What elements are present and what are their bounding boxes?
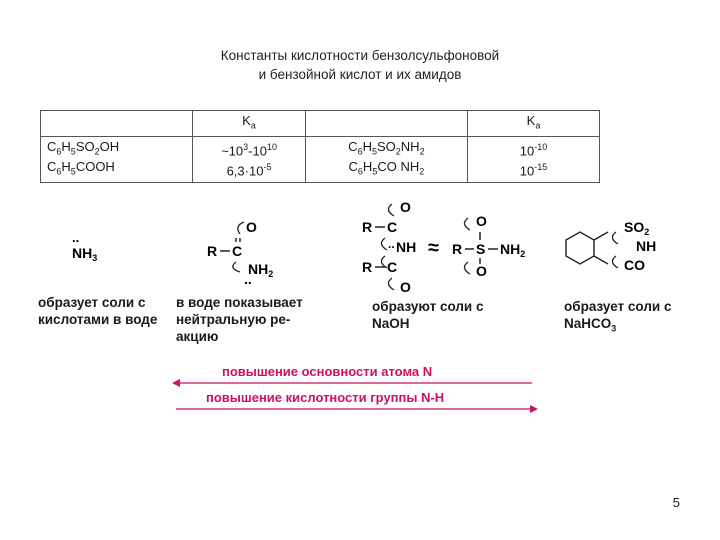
sulfonamide-lone-pair: .. xyxy=(388,237,395,251)
sulfonamide-o-top: O xyxy=(400,199,411,215)
note-sulfonamide-reagent: NaOH xyxy=(372,316,410,331)
sulfonamide-nh: NH xyxy=(396,239,417,255)
note-sulfonamide xyxy=(372,298,512,332)
acidity-label: повышение кислотности группы N-H xyxy=(206,390,445,405)
title-line-1: Константы кислотности бензолсульфоновой xyxy=(220,48,500,63)
acid-ka-benzenesulfonic: $\sim 10^3-10^{10}$ xyxy=(221,141,277,158)
basicity-label: повышение основности атома N xyxy=(222,364,433,379)
sulfonamide-right-o-bottom: O xyxy=(476,263,487,279)
benzamide-o: O xyxy=(246,219,257,235)
title-line-2: и бензойной кислот и их амидов xyxy=(258,67,462,82)
table-header-ka-2: $K_a$ xyxy=(467,111,599,137)
acid-formula-benzenesulfonic: $C_6H_5SO_2OH$ xyxy=(47,138,120,157)
saccharin-structure xyxy=(566,219,656,273)
amide-formula-benzamide: $C_6H_5CO$ $NH_2$ xyxy=(348,159,425,177)
note-benzamide: в воде показывает нейтральную ре- акцию xyxy=(176,295,303,344)
saccharin-nh: NH xyxy=(636,238,657,254)
sulfonamide-o-bottom: O xyxy=(400,279,411,295)
page-number: 5 xyxy=(672,495,680,510)
sulfonamide-c1: C xyxy=(387,219,398,235)
benzamide-nh2: $NH_2$ xyxy=(248,261,274,279)
ammonia-structure xyxy=(72,230,97,263)
amide-ka-sulfonamide: $10^{-10}$ xyxy=(519,141,548,158)
acid-formula-benzoic: $C_6H_5COOH$ xyxy=(47,159,115,177)
ammonia-formula: $NH_3$ xyxy=(72,245,98,263)
note-saccharin-reagent: NaHCO$_3$ xyxy=(564,316,617,334)
sulfonamide-right-r: R xyxy=(452,241,463,257)
note-ammonia: образует соли с кислотами в воде xyxy=(38,295,158,327)
amide-ka-benzamide: $10^{-15}$ xyxy=(519,161,548,179)
sulfonamide-right-nh2: $NH_2$ xyxy=(500,241,526,259)
sulfonamide-right-o-top: O xyxy=(476,213,487,229)
benzamide-lone-pair: .. xyxy=(244,271,252,287)
table-header-ka-1: $K_a$ xyxy=(193,111,306,137)
benzamide-r: R xyxy=(207,243,218,259)
amide-formula-sulfonamide: $C_6H_5SO_2NH_2$ xyxy=(348,138,425,157)
acidity-arrowhead xyxy=(530,405,538,413)
benzamide-structure xyxy=(207,219,273,287)
saccharin-co: CO xyxy=(624,257,645,273)
saccharin-so2: $SO_2$ xyxy=(624,219,650,237)
sulfonamide-r2: R xyxy=(362,259,373,275)
benzene-ring xyxy=(566,232,594,264)
resonance-symbol: ≈ xyxy=(428,237,439,259)
sulfonamide-right-s: S xyxy=(476,241,486,257)
note-saccharin xyxy=(564,298,704,338)
basicity-arrowhead xyxy=(172,379,180,387)
note-saccharin-text: образует соли с xyxy=(564,299,672,314)
sulfonamide-c2: C xyxy=(387,259,398,275)
benzamide-c: C xyxy=(232,243,243,259)
acid-ka-benzoic: $6,3\cdot 10^{-5}$ xyxy=(226,161,272,179)
sulfonamide-structure-right xyxy=(452,213,525,279)
sulfonamide-r1: R xyxy=(362,219,373,235)
note-sulfonamide-text: образуют соли с xyxy=(372,299,484,314)
sulfonamide-structure-left xyxy=(362,199,416,295)
ammonia-lone-pair: .. xyxy=(72,230,80,245)
